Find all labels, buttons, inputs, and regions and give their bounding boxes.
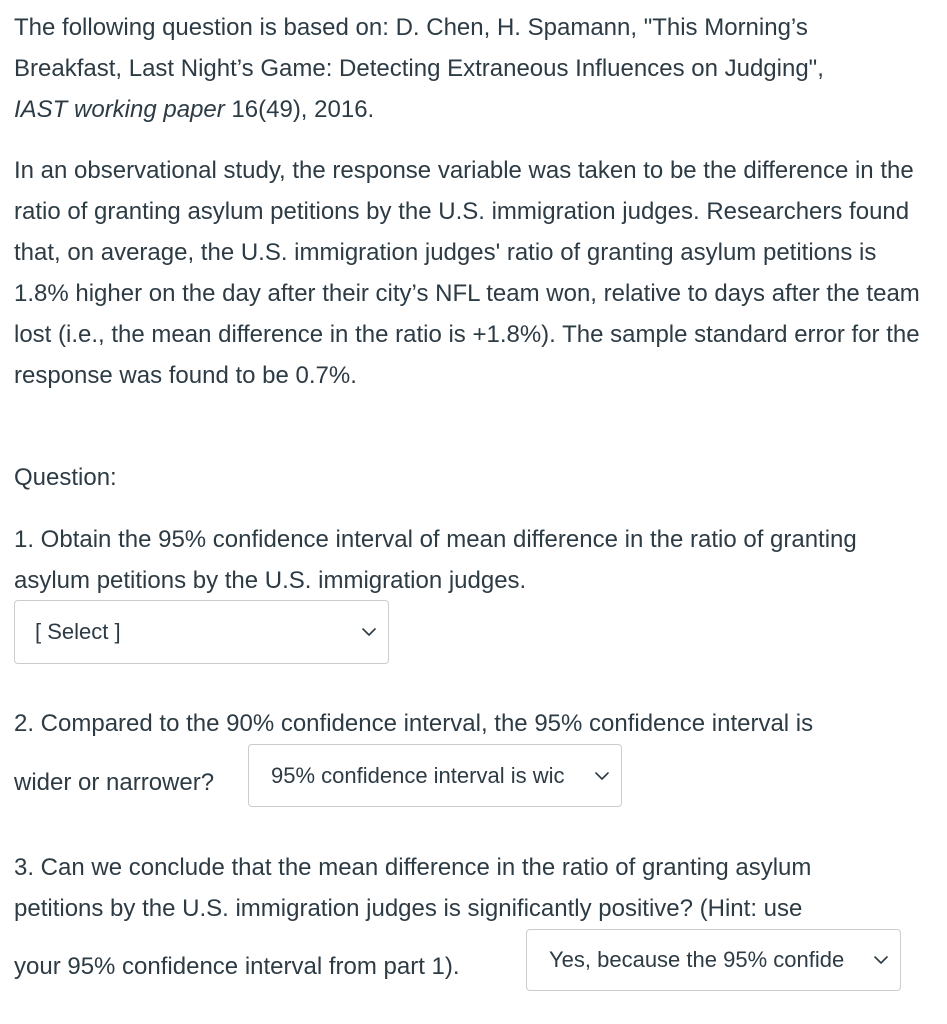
question-3-selected-value: Yes, because the 95% confide — [549, 947, 845, 972]
citation-journal: IAST working paper — [14, 96, 225, 123]
question-1-text: 1. Obtain the 95% confidence interval of mean difference in the ratio of granting asylum petitions by the U.S. immigration judges. — [14, 526, 857, 594]
question-1-selected-value: [ Select ] — [35, 619, 121, 644]
citation-line-1: The following question is based on: D. Chen, H. Spamann, "This Morning’s — [14, 14, 808, 41]
citation — [14, 7, 934, 130]
question-2-dropdown[interactable] — [248, 744, 622, 807]
question-3-text-line-2: petitions by the U.S. immigration judges is significantly positive? (Hint: use — [14, 895, 803, 922]
question-3-text-tail: your 95% confidence interval from part 1). — [14, 953, 460, 980]
question-2-text: 2. Compared to the 90% confidence interval, the 95% confidence interval is — [14, 710, 814, 737]
question-2-selected-value: 95% confidence interval is wic — [271, 762, 565, 788]
question-3-text — [14, 847, 934, 929]
citation-line-3 — [14, 89, 934, 130]
question-3-text-line-1: 3. Can we conclude that the mean difference in the ratio of granting asylum — [14, 854, 812, 881]
chevron-down-icon — [360, 623, 378, 641]
question-1-dropdown[interactable] — [14, 600, 389, 664]
intro-paragraph: In an observational study, the response variable was taken to be the difference in the ratio of granting asylum petitions by the U.S. immigration judges. Researchers found that, on average, the U.S. immigration judges' ratio of granting asylum petitions is 1.8% higher on the day after their city’s NFL team won, relative to days after the team lost (i.e., the mean difference in the ratio is +1.8%). The sample standard error for the response was found to be 0.7%. — [14, 157, 920, 389]
citation-line-2: Breakfast, Last Night’s Game: Detecting Extraneous Influences on Judging", — [14, 55, 824, 82]
question-label: Question: — [14, 464, 117, 491]
chevron-down-icon — [593, 767, 611, 785]
citation-volume: 16(49), 2016. — [224, 96, 375, 123]
question-2-text-tail: wider or narrower? — [14, 769, 215, 796]
chevron-down-icon — [872, 951, 890, 969]
question-3-dropdown[interactable] — [526, 929, 901, 991]
